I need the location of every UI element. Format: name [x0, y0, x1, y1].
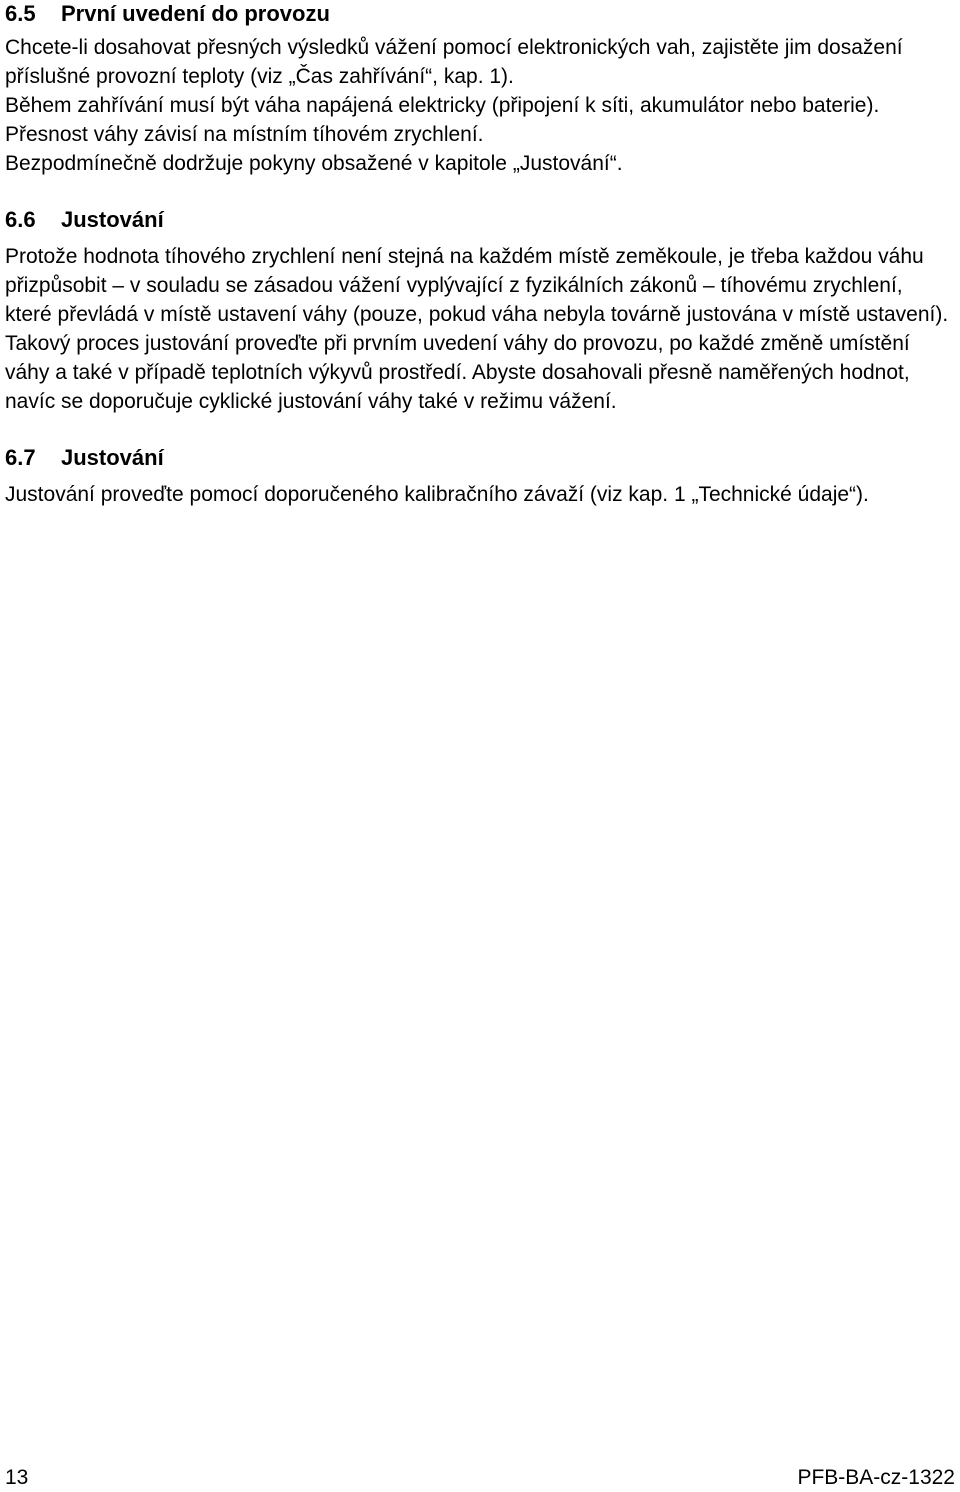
- page-footer: [5, 1464, 955, 1492]
- section-6-7-number: 6.7: [5, 445, 36, 470]
- section-6-5-title: První uvedení do provozu: [61, 1, 330, 26]
- section-6-6-number: 6.6: [5, 207, 36, 232]
- section-6-5-paragraph-2: Během zahřívání musí být váha napájená elektricky (připojení k síti, akumulátor nebo baterie).: [5, 94, 880, 117]
- section-6-5-line-4: Bezpodmínečně dodržuje pokyny obsažené v kapitole „Justování“.: [5, 152, 623, 175]
- section-6-5-line-3: Přesnost váhy závisí na místním tíhovém zrychlení.: [5, 123, 484, 146]
- section-6-7-paragraph: Justování proveďte pomocí doporučeného kalibračního závaží (viz kap. 1 „Technické údaje“).: [5, 483, 869, 506]
- page-number: 13: [5, 1466, 29, 1489]
- section-6-7-heading: [5, 444, 955, 472]
- section-6-6-title: Justování: [61, 207, 164, 232]
- section-6-5-paragraph-1: Chcete-li dosahovat přesných výsledků vážení pomocí elektronických vah, zajistěte jim dosažení příslušné provozní teploty (viz „Čas zahřívání“, kap. 1).: [5, 36, 903, 88]
- document-page: [5, 0, 955, 509]
- document-code: PFB-BA-cz-1322: [797, 1466, 955, 1489]
- section-6-6-heading: [5, 206, 955, 234]
- section-6-5-heading: [5, 0, 955, 28]
- section-6-5-number: 6.5: [5, 1, 36, 26]
- section-6-7-title: Justování: [61, 445, 164, 470]
- section-6-6-paragraph: Protože hodnota tíhového zrychlení není stejná na každém místě zeměkoule, je třeba každou váhu přizpůsobit – v souladu se zásadou vážení vyplývající z fyzikálních zákonů – tíhovému zrychlení, které převládá v místě ustavení váhy (pouze, pokud váha nebyla továrně justována v místě ustavení). Takový proces justování proveďte při prvním uvedení váhy do provozu, po každé změně umístění váhy a také v případě teplotních výkyvů prostředí. Abyste dosahovali přesně naměřených hodnot, navíc se doporučuje cyklické justování váhy také v režimu vážení.: [5, 245, 949, 413]
